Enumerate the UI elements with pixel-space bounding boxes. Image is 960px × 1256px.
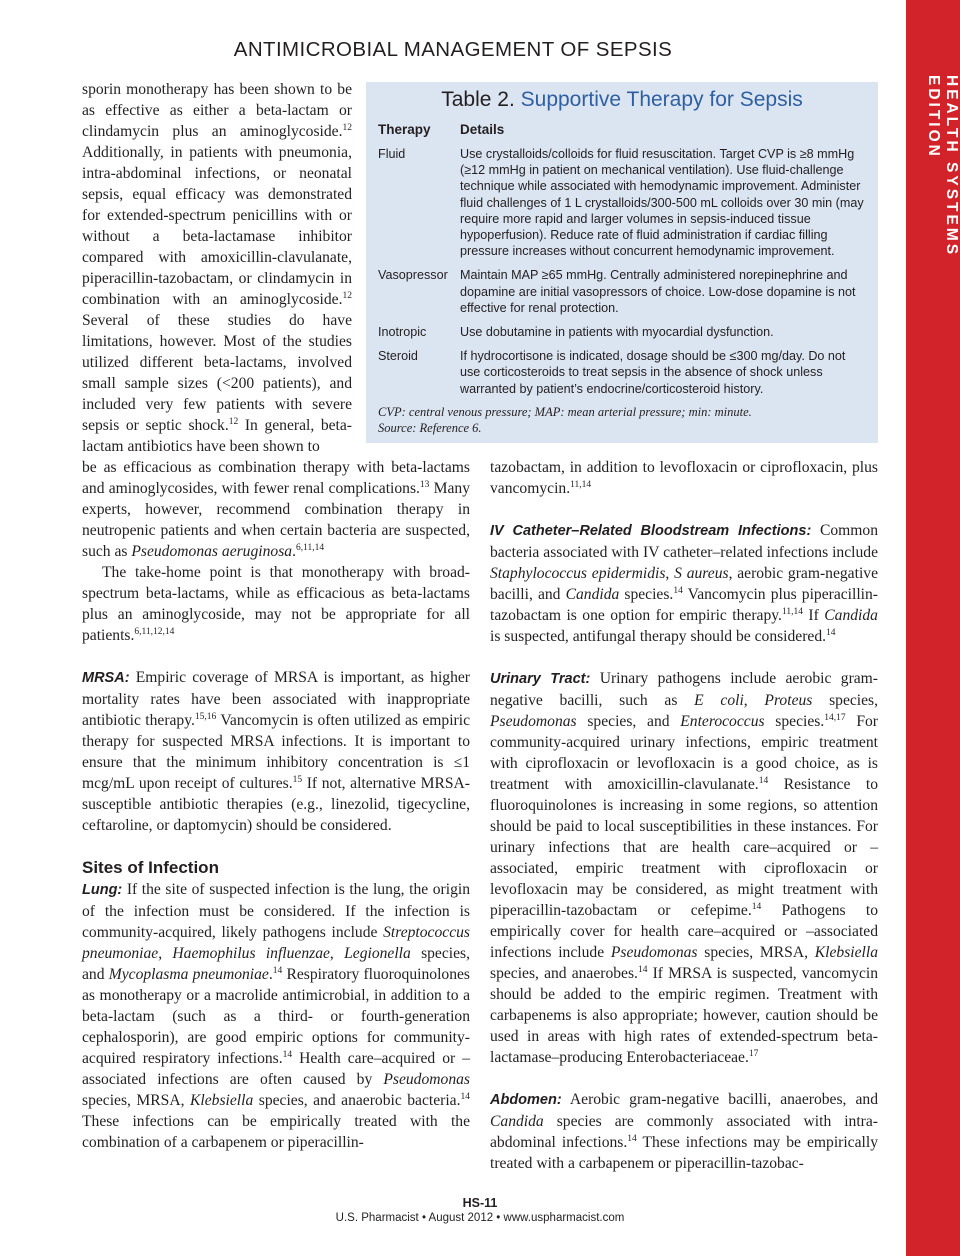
- citation: 6,11,12,14: [134, 627, 175, 637]
- table-label: Table 2.: [441, 88, 515, 111]
- table-notes: [378, 405, 868, 436]
- therapy-cell: Vasopressor: [378, 268, 448, 283]
- citation: 12: [342, 291, 352, 301]
- table-source: Source: Reference 6.: [378, 420, 482, 435]
- table-row: [366, 324, 868, 340]
- table-header-therapy: Therapy: [378, 122, 431, 137]
- citation: 15: [292, 775, 303, 785]
- paragraph: The take-home point is that monotherapy with broad-spectrum beta-lactams, while as efficacious as beta-lactams plus an aminoglycoside, may not be appropriate for all patients.$^{6,11,12,14}$: [82, 564, 470, 644]
- paragraph: tazobactam, in addition to levofloxacin or ciprofloxacin, plus vancomycin.$^{11,14}$: [490, 459, 878, 497]
- paragraph-abdomen: Abdomen: Aerobic gram-negative bacilli, anaerobes, and Candida species are commonly associated with intra-abdominal infections.$^{14}$ These infections may be empirically treated with a carbapenem or piperacillin-tazobac-: [490, 1091, 878, 1172]
- details-cell: Use crystalloids/colloids for fluid resuscitation. Target CVP is ≥8 mmHg (≥12 mmHg in patient on mechanical ventilation). Use fluid-challenge technique while associated with hemodynamic improvement. Administer fluid challenges of 1 L crystalloids/300-500 mL colloids over 30 min (may require more rapid and larger volumes in sepsis-induced tissue hypoperfusion). Reduce rate of fluid administration if cardiac filling pressure increases without concurrent hemodynamic improvement.: [460, 147, 864, 259]
- table-name: Supportive Therapy for Sepsis: [520, 88, 803, 111]
- table-abbreviations: CVP: central venous pressure; MAP: mean arterial pressure; min: minute.: [378, 405, 752, 419]
- details-cell: Use dobutamine in patients with myocardial dysfunction.: [460, 325, 774, 340]
- run-in-heading: IV Catheter–Related Bloodstream Infections:: [490, 523, 812, 539]
- citation: 14: [627, 1134, 637, 1144]
- citation: 11,14: [781, 607, 803, 617]
- table-header-details: Details: [460, 122, 505, 137]
- citation: 14: [282, 1050, 293, 1060]
- run-in-heading: Urinary Tract:: [490, 671, 591, 687]
- paragraph-mrsa: MRSA: Empiric coverage of MRSA is important, as higher mortality rates have been associated with inappropriate antibiotic therapy.$^{15,16}$ Vancomycin is often utilized as empiric therapy for suspected MRSA infections. It is important to ensure that the minimum inhibitory concentration is ≤1 mcg/mL upon receipt of cultures.$^{15}$ If not, alternative MRSA-susceptible antibiotic therapies (e.g., linezolid, tigecycline, ceftaroline, or daptomycin) should be considered.: [82, 669, 470, 834]
- citation: 6,11,14: [295, 543, 325, 553]
- citation: 14: [751, 902, 762, 912]
- run-in-heading: Lung:: [82, 882, 123, 898]
- citation: 15,16: [194, 712, 217, 722]
- supportive-therapy-table: [366, 82, 878, 443]
- paragraph-lung: Lung: If the site of suspected infection is the lung, the origin of the infection must be considered. If the infection is community-acquired, likely pathogens include Streptococcus pneumoniae, Haemophilus influenzae, Legionella species, and Mycoplasma pneumoniae.$^{14}$ Respiratory fluoroquinolones as monotherapy or a macrolide antimicrobial, in addition to a beta-lactam (such as a third- or fourth-generation cephalosporin), are good empiric options for community-acquired respiratory infections.$^{14}$ Health care–acquired or –associated infections are often caused by Pseudomonas species, MRSA, Klebsiella species, and anaerobic bacteria.$^{14}$ These infections can be empirically treated with the combination of a carbapenem or piperacillin-: [82, 881, 471, 1151]
- citation: 13: [419, 480, 430, 490]
- citation: 17: [748, 1049, 759, 1059]
- therapy-cell: Fluid: [378, 147, 406, 161]
- therapy-cell: Inotropic: [378, 325, 427, 340]
- run-in-heading: MRSA:: [82, 670, 130, 686]
- side-tab-label: HEALTH SYSTEMS EDITION: [925, 75, 960, 258]
- citation: 12: [228, 417, 239, 427]
- paragraph: sporin monotherapy has been shown to be as effective as either a beta-lactam or clindamycin plus an aminoglycoside.$^{12}$ Additionally, in patients with pneumonia, intra-abdominal infections, or neonatal sepsis, equal efficacy was demonstrated for extended-spectrum penicillins with or without a beta-lactamase inhibitor compared with amoxicillin-clavulanate, piperacillin-tazobactam, or clindamycin in combination with an aminoglycoside.$^{12}$ Several of these studies do have limitations, however. Most of the studies utilized different beta-lactams, involved small sample sizes (<200 patients), and included very few patients with severe sepsis or septic shock.$^{12}$ In general, beta-lactam antibiotics have been shown to: [82, 81, 352, 455]
- table-row: [366, 348, 868, 397]
- citation: 14: [637, 965, 648, 975]
- citation: 11,14: [570, 480, 592, 490]
- run-in-heading: Abdomen:: [490, 1092, 562, 1108]
- section-heading: Sites of Infection: [82, 858, 219, 877]
- paragraph-iv-catheter: IV Catheter–Related Bloodstream Infections: Common bacteria associated with IV catheter–related infections include Staphylococcus epidermidis, S aureus, aerobic gram-negative bacilli, and Candida species.$^{14}$ Vancomycin plus piperacillin-tazobactam is one option for empiric therapy.$^{11,14}$ If Candida is suspected, antifungal therapy should be considered.$^{14}$: [490, 522, 878, 645]
- citation: 14,17: [824, 713, 846, 723]
- table-body: [366, 146, 868, 405]
- table-title: [366, 88, 878, 112]
- citation: 14: [460, 1092, 470, 1102]
- table-row: [366, 267, 868, 316]
- citation: 14: [272, 966, 283, 976]
- left-column: [82, 457, 470, 1153]
- table-row: [366, 146, 868, 259]
- left-column-top: [82, 79, 352, 457]
- running-title: ANTIMICROBIAL MANAGEMENT OF SEPSIS: [233, 38, 673, 61]
- page-footer: [0, 1195, 960, 1226]
- page-number: HS-11: [462, 1196, 498, 1210]
- right-column: [490, 457, 878, 1174]
- citation: 14: [758, 776, 769, 786]
- details-cell: Maintain MAP ≥65 mmHg. Centrally administered norepinephrine and dopamine are initial vasopressors of choice. Low-dose dopamine is not effective for renal protection.: [460, 268, 856, 315]
- details-cell: If hydrocortisone is indicated, dosage should be ≤300 mg/day. Do not use corticosteroids to treat sepsis in the absence of shock unless warranted by patient’s endocrine/corticosteroid history.: [460, 349, 846, 396]
- paragraph-urinary-tract: Urinary Tract: Urinary pathogens include aerobic gram-negative bacilli, such as E coli, Proteus species, Pseudomonas species, and Enterococcus species.$^{14,17}$ For community-acquired urinary infections, empiric treatment with ciprofloxacin or levofloxacin is a good choice, as is treatment with amoxicillin-clavulanate.$^{14}$ Resistance to fluoroquinolones is increasing in some regions, so attention should be paid to local susceptibilities in these instances. For urinary infections that are health care–acquired or –associated, empiric treatment with ciprofloxacin or levofloxacin may be considered, as might treatment with piperacillin-tazobactam or cefepime.$^{14}$ Pathogens to empirically cover for health care–acquired or –associated infections include Pseudomonas species, MRSA, Klebsiella species, and anaerobes.$^{14}$ If MRSA is suspected, vancomycin should be added to the empiric regimen. Treatment with carbapenems is also appropriate; however, caution should be used in areas with high rates of extended-spectrum beta-lactamase–producing Enterobacteriaceae.$^{17}$: [490, 670, 879, 1066]
- publication-line: U.S. Pharmacist • August 2012 • www.uspharmacist.com: [335, 1212, 625, 1224]
- citation: 12: [342, 123, 352, 133]
- citation: 14: [826, 628, 836, 638]
- paragraph: be as efficacious as combination therapy with beta-lactams and aminoglycosides, with fewer renal complications.$^{13}$ Many experts, however, recommend combination therapy in neutropenic patients and when certain bacteria are suspected, such as Pseudomonas aeruginosa.$^{6,11,14}$: [82, 459, 470, 560]
- therapy-cell: Steroid: [378, 349, 418, 364]
- citation: 14: [673, 586, 683, 596]
